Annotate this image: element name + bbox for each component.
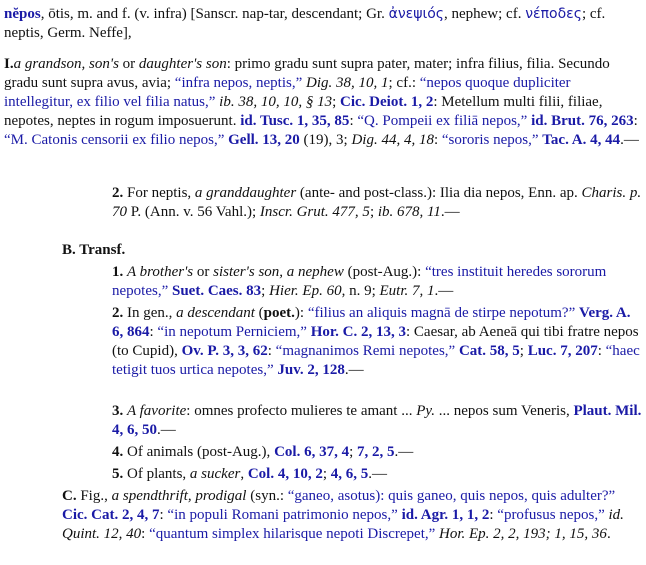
b4-text-run: Of animals (post-Aug.),	[123, 444, 275, 460]
c-text-run[interactable]: “ganeo, asotus): quis ganeo, quis nepos, quis adulter?”	[287, 488, 616, 504]
b2-text-run: .—	[344, 362, 364, 378]
s1-text-run[interactable]: “M. Catonis censorii ex filio nepos,”	[4, 132, 225, 148]
b1-text-run: (post-Aug.):	[343, 264, 426, 280]
b3-text-run: : omnes profecto mulieres te amant ...	[186, 403, 417, 419]
b3-text-run: .—	[157, 422, 176, 438]
b2-text-run: ;	[519, 343, 528, 359]
c-text-run[interactable]: “in populi Romani patrimonio nepos,”	[167, 507, 398, 523]
s1-text-run[interactable]: Tac. A. 4, 44	[542, 132, 621, 148]
headword: nĕpos	[4, 6, 41, 22]
s2-text-run: ib. 678, 11	[377, 204, 441, 220]
s2-text-run: Inscr. Grut. 477, 5	[259, 204, 370, 220]
c-text-run[interactable]: “quantum simplex hilarisque nepoti Discrepet,”	[149, 526, 436, 542]
b5-text-run: .—	[368, 466, 387, 482]
b1-text-run: ;	[261, 283, 270, 299]
b1-text-run: 1.	[112, 264, 124, 280]
s1-text-run[interactable]: id. Brut. 76, 263	[531, 113, 634, 129]
c-text-run[interactable]: “profusus nepos,”	[497, 507, 605, 523]
b2-text-run[interactable]: Luc. 7, 207	[527, 343, 598, 359]
b3-text-run: Py.	[416, 403, 435, 419]
section-heading-transf: B. Transf.	[62, 242, 126, 258]
s2-text-run: .—	[440, 204, 460, 220]
b2-text-run: 2.	[112, 305, 124, 321]
b5-text-run: a sucker	[189, 466, 241, 482]
s1-text-run[interactable]: “Q. Pompeii ex filiā nepos,”	[357, 113, 528, 129]
c-text-run: :	[489, 507, 498, 523]
b2-text-run: poet.	[263, 305, 295, 321]
c-text-run: :	[159, 507, 168, 523]
s1-text-run: ib. 38, 10, 10, § 13	[219, 94, 333, 110]
b5-text-run: 5.	[112, 466, 124, 482]
b2-text-run[interactable]: Verg. A. 6, 864	[112, 305, 631, 340]
s1-text-run: :	[633, 113, 638, 129]
s2-text-run: 2.	[112, 185, 124, 201]
c-text-run: C.	[62, 488, 77, 504]
b1-text-run[interactable]: Suet. Caes. 83	[171, 283, 262, 299]
b2-text-run: (	[254, 305, 264, 321]
s1-text-run[interactable]: “sororis nepos,”	[441, 132, 539, 148]
c-text-run: a spendthrift, prodigal	[111, 488, 247, 504]
greek-word-2: νέποδες	[525, 6, 582, 22]
sense-B-3	[112, 402, 642, 440]
b3-text-run: ... nepos sum Veneris,	[434, 403, 574, 419]
b1-text-run: , n. 9;	[341, 283, 380, 299]
b3-text-run: A favorite	[127, 403, 187, 419]
b1-text-run: sister's son, a nephew	[213, 264, 344, 280]
s1-text-run: ; cf.:	[388, 75, 420, 91]
b4-text-run: 4.	[112, 444, 124, 460]
c-text-run: Hor. Ep. 2, 2, 193; 1, 15, 36	[439, 526, 607, 542]
s1-text-run: .—	[620, 132, 639, 148]
b1-text-run: or	[193, 264, 214, 280]
b4-text-run[interactable]: 7, 2, 5	[356, 444, 395, 460]
s1-text-run[interactable]: Gell. 13, 20	[228, 132, 300, 148]
s2-text-run: ;	[369, 204, 378, 220]
b4-text-run[interactable]: Col. 6, 37, 4	[274, 444, 350, 460]
sense-B-5	[112, 465, 642, 484]
b2-text-run: a descendant	[176, 305, 255, 321]
s1-text-run[interactable]: “nepos quoque dupliciter intellegitur, ex filio vel filia natus,”	[4, 75, 571, 110]
sense-C	[62, 487, 642, 544]
head-etymology-3: ; cf. neptis, Germ. Neffe],	[4, 6, 606, 41]
s1-text-run: ;	[332, 94, 341, 110]
s1-text-run[interactable]: “infra nepos, neptis,”	[174, 75, 303, 91]
s1-text-run: Dig. 44, 4, 18	[351, 132, 434, 148]
s1-text-run: or	[118, 56, 139, 72]
b3-text-run: 3.	[112, 403, 124, 419]
s1-text-run: daughter's son	[138, 56, 227, 72]
s2-text-run: For neptis,	[123, 185, 195, 201]
b5-text-run[interactable]: Col. 4, 10, 2	[247, 466, 323, 482]
s1-text-run[interactable]: id. Tusc. 1, 35, 85	[240, 113, 350, 129]
b2-text-run: :	[267, 343, 276, 359]
s1-text-run[interactable]: Cic. Deiot. 1, 2	[340, 94, 434, 110]
s2-text-run: Charis. p. 70	[112, 185, 642, 220]
b5-text-run: Of plants,	[123, 466, 190, 482]
b2-text-run[interactable]: Cat. 58, 5	[458, 343, 520, 359]
b2-text-run: :	[149, 324, 158, 340]
b2-text-run[interactable]: Hor. C. 2, 13, 3	[310, 324, 406, 340]
b5-text-run: ,	[240, 466, 248, 482]
sense-I	[4, 55, 640, 150]
c-text-run: id. Quint. 12, 40	[62, 507, 624, 542]
c-text-run[interactable]: id. Agr. 1, 1, 2	[401, 507, 490, 523]
b2-text-run[interactable]: “in nepotum Perniciem,”	[157, 324, 307, 340]
b2-text-run[interactable]: “filius an aliquis magnā de stirpe nepotum?”	[307, 305, 576, 321]
sense-I-2	[112, 184, 642, 222]
s1-text-run: I.	[4, 56, 14, 72]
c-text-run[interactable]: Cic. Cat. 2, 4, 7	[62, 507, 160, 523]
b1-text-run[interactable]: “tres instituit heredes sororum nepotes,”	[112, 264, 607, 299]
s2-text-run: (ante- and post-class.): Ilia dia nepos, Enn. ap.	[296, 185, 582, 201]
b2-text-run: : Caesar, ab Aeneā qui tibi fratre nepos (to Cupid),	[112, 324, 639, 359]
b2-text-run[interactable]: “haec tetigit tuos urtica nepotes,”	[112, 343, 640, 378]
head-etymology-2: , nephew; cf.	[443, 6, 526, 22]
b1-text-run: .—	[434, 283, 454, 299]
c-text-run: Fig.,	[76, 488, 112, 504]
s1-text-run: a grandson, son's	[13, 56, 119, 72]
s2-text-run: P. (Ann. v. 56 Vahl.);	[127, 204, 260, 220]
c-text-run: (syn.:	[246, 488, 288, 504]
b5-text-run[interactable]: 4, 6, 5	[330, 466, 369, 482]
b2-text-run: :	[597, 343, 606, 359]
s1-text-run: Dig. 38, 10, 1	[306, 75, 389, 91]
b2-text-run[interactable]: Juv. 2, 128	[277, 362, 345, 378]
s1-text-run: :	[349, 113, 358, 129]
s2-text-run: a granddaughter	[194, 185, 297, 201]
b2-text-run[interactable]: Ov. P. 3, 3, 62	[181, 343, 268, 359]
s1-text-run: :	[433, 132, 442, 148]
s1-text-run: : primo gradu sunt supra pater, mater; infra filius, filia. Secundo gradu sunt supra avus, avia;	[4, 56, 610, 91]
greek-word-1: ἀνεψιός	[388, 6, 444, 22]
b1-text-run: A brother's	[127, 264, 194, 280]
b2-text-run: In gen.,	[123, 305, 177, 321]
head-etymology: , ōtis, m. and f. (v. infra) [Sanscr. nap-tar, descendant; Gr.	[40, 6, 389, 22]
b1-text-run: Hier. Ep. 60	[269, 283, 342, 299]
sense-B-2	[112, 304, 642, 380]
b5-text-run: ;	[322, 466, 331, 482]
s1-text-run: : Metellum multi filii, filiae, nepotes, neptes in rogum imposuerunt.	[4, 94, 603, 129]
b1-text-run: Eutr. 7, 1	[379, 283, 435, 299]
entry-head	[4, 5, 640, 43]
b2-text-run: ):	[294, 305, 308, 321]
b3-text-run[interactable]: Plaut. Mil. 4, 6, 50	[112, 403, 642, 438]
sense-B-1	[112, 263, 642, 301]
s1-text-run: (19), 3;	[299, 132, 352, 148]
b4-text-run: .—	[394, 444, 414, 460]
c-text-run: .	[606, 526, 611, 542]
sense-B-4	[112, 443, 642, 462]
b4-text-run: ;	[349, 444, 357, 460]
b2-text-run[interactable]: “magnanimos Remi nepotes,”	[275, 343, 456, 359]
c-text-run: :	[141, 526, 150, 542]
